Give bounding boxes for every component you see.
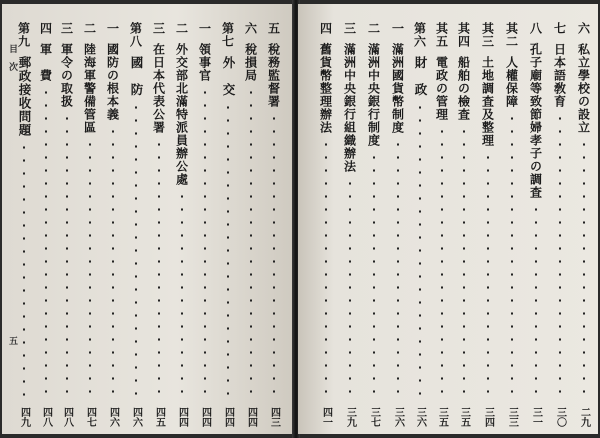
toc-entry-title: 外交部北滿特派員辦公處 (174, 43, 189, 186)
toc-entry-number: 一 (390, 22, 405, 35)
toc-entry-number: 六 (243, 22, 258, 35)
toc-entry (410, 22, 430, 427)
dot-leader (181, 190, 183, 403)
dot-leader (66, 112, 68, 403)
toc-entry-page-number: 四三 (268, 407, 280, 427)
toc-entry-title: 人權保障 (504, 56, 519, 108)
toc-entry-title: 國防の根本義 (105, 43, 120, 121)
dot-leader (135, 101, 137, 404)
toc-entry-title: 陸海軍警備管區 (82, 43, 97, 134)
toc-entry-number: 其五 (434, 22, 449, 48)
toc-entry-title: 滿洲中央銀行組織辦法 (342, 43, 357, 173)
toc-entry-title: 國 防 (129, 56, 144, 97)
toc-entry-page-number: 四七 (84, 407, 96, 427)
toc-entry-number: 一 (105, 22, 120, 35)
toc-entry (340, 22, 360, 427)
toc-entry-title: 滿洲中央銀行制度 (366, 43, 381, 147)
toc-entry-number: 三 (342, 22, 357, 35)
toc-entry (241, 22, 261, 427)
dot-leader (559, 112, 561, 403)
dot-leader (397, 138, 399, 403)
toc-entry (388, 22, 408, 427)
toc-entry-page-number: 三六 (414, 407, 426, 427)
toc-entry-title: 私立學校の設立 (576, 43, 591, 134)
dot-leader (273, 112, 275, 403)
toc-entry-number: 其三 (480, 22, 495, 48)
dot-leader (227, 101, 229, 404)
toc-entry-number: 三 (151, 22, 166, 35)
toc-entry-title: 財 政 (413, 56, 428, 97)
toc-entry (80, 22, 100, 427)
toc-entry-number: 七 (552, 22, 567, 35)
toc-entry-title: 軍 費 (38, 43, 53, 82)
toc-entry (14, 22, 34, 427)
toc-entry (502, 22, 522, 427)
toc-entry-number: 六 (576, 22, 591, 35)
toc-entry-title: 孔子廟等致節婦孝子の調査 (528, 43, 543, 199)
toc-entry-page-number: 三四 (482, 407, 494, 427)
toc-entry-page-number: 三三 (506, 407, 518, 427)
left-page (2, 4, 294, 434)
toc-entry-page-number: 三〇 (554, 407, 566, 427)
page-folio: 五 (7, 336, 17, 345)
toc-entry-page-number: 四四 (199, 407, 211, 427)
toc-entry-page-number: 四五 (153, 407, 165, 427)
toc-entry-number: 二 (174, 22, 189, 35)
toc-entry (526, 22, 546, 427)
toc-entry-page-number: 三五 (458, 407, 470, 427)
dot-leader (583, 138, 585, 403)
toc-entry-page-number: 四一 (320, 407, 332, 427)
right-page (298, 4, 598, 434)
toc-entry-page-number: 四六 (107, 407, 119, 427)
dot-leader (511, 112, 513, 403)
toc-entry-page-number: 四四 (222, 407, 234, 427)
toc-entry (126, 22, 146, 427)
dot-leader (487, 151, 489, 403)
dot-leader (89, 138, 91, 403)
toc-entry (316, 22, 336, 427)
toc-entry-page-number: 三一 (530, 407, 542, 427)
toc-entry-title: 滿洲國貨幣制度 (390, 43, 405, 134)
toc-entry-page-number: 四九 (18, 407, 30, 427)
toc-entry (218, 22, 238, 427)
toc-entry-title: 軍令の取扱 (59, 43, 74, 108)
dot-leader (23, 141, 25, 403)
running-header: 目 次 (7, 44, 17, 71)
toc-entry-number: 二 (82, 22, 97, 35)
toc-entry-page-number: 三七 (368, 407, 380, 427)
toc-entry-title: 舊貨幣整理辦法 (318, 43, 333, 134)
toc-entry-number: 第八 (128, 22, 143, 48)
toc-entry (454, 22, 474, 427)
toc-entry-title: 在日本代表公署 (151, 43, 166, 134)
dot-leader (463, 125, 465, 403)
toc-entry (574, 22, 594, 427)
toc-entry-number: 四 (38, 22, 53, 35)
toc-entry-number: 第九 (16, 22, 31, 48)
toc-entry-number: 第六 (412, 22, 427, 48)
toc-entry-title: 日本語敎育 (552, 43, 567, 108)
toc-entry-title: 電政の管理 (434, 56, 449, 121)
toc-entry-title: 土地調査及整理 (480, 56, 495, 147)
dot-leader (349, 177, 351, 403)
dot-leader (441, 125, 443, 403)
dot-leader (204, 86, 206, 403)
toc-entry-title: 郵政接收問題 (17, 56, 32, 137)
toc-entry-number: 一 (197, 22, 212, 35)
toc-entry (264, 22, 284, 427)
toc-entry-number: 第七 (220, 22, 235, 48)
dot-leader (535, 203, 537, 403)
toc-entry (432, 22, 452, 427)
toc-entry (478, 22, 498, 427)
dot-leader (419, 101, 421, 404)
dot-leader (112, 125, 114, 403)
toc-entry-title: 領事官 (197, 43, 212, 82)
toc-entry-page-number: 四八 (61, 407, 73, 427)
toc-entry-page-number: 三六 (392, 407, 404, 427)
toc-entry-title: 外 交 (221, 56, 236, 97)
toc-entry-title: 船舶の檢査 (456, 56, 471, 121)
toc-entry-page-number: 三五 (436, 407, 448, 427)
dot-leader (250, 86, 252, 403)
dot-leader (373, 151, 375, 403)
toc-entry-number: 五 (266, 22, 281, 35)
toc-entry-page-number: 四四 (176, 407, 188, 427)
toc-entry-page-number: 三九 (344, 407, 356, 427)
dot-leader (158, 138, 160, 403)
dot-leader (325, 138, 327, 403)
toc-entry (57, 22, 77, 427)
toc-entry-number: 二 (366, 22, 381, 35)
toc-entry-title: 稅損局 (243, 43, 258, 82)
toc-entry-page-number: 二九 (578, 407, 590, 427)
toc-entry (36, 22, 56, 427)
toc-entry (149, 22, 169, 427)
dot-leader (45, 86, 47, 403)
toc-entry-page-number: 四四 (245, 407, 257, 427)
toc-entry-number: 其四 (456, 22, 471, 48)
toc-entry-title: 稅務監督署 (266, 43, 281, 108)
toc-entry-page-number: 四八 (40, 407, 52, 427)
toc-entry (195, 22, 215, 427)
toc-entry (103, 22, 123, 427)
toc-entry-page-number: 四六 (130, 407, 142, 427)
toc-entry-number: 四 (318, 22, 333, 35)
toc-entry (550, 22, 570, 427)
toc-entry-number: 其二 (504, 22, 519, 48)
toc-entry-number: 三 (59, 22, 74, 35)
toc-entry (364, 22, 384, 427)
toc-entry-number: 八 (528, 22, 543, 35)
toc-entry (172, 22, 192, 427)
